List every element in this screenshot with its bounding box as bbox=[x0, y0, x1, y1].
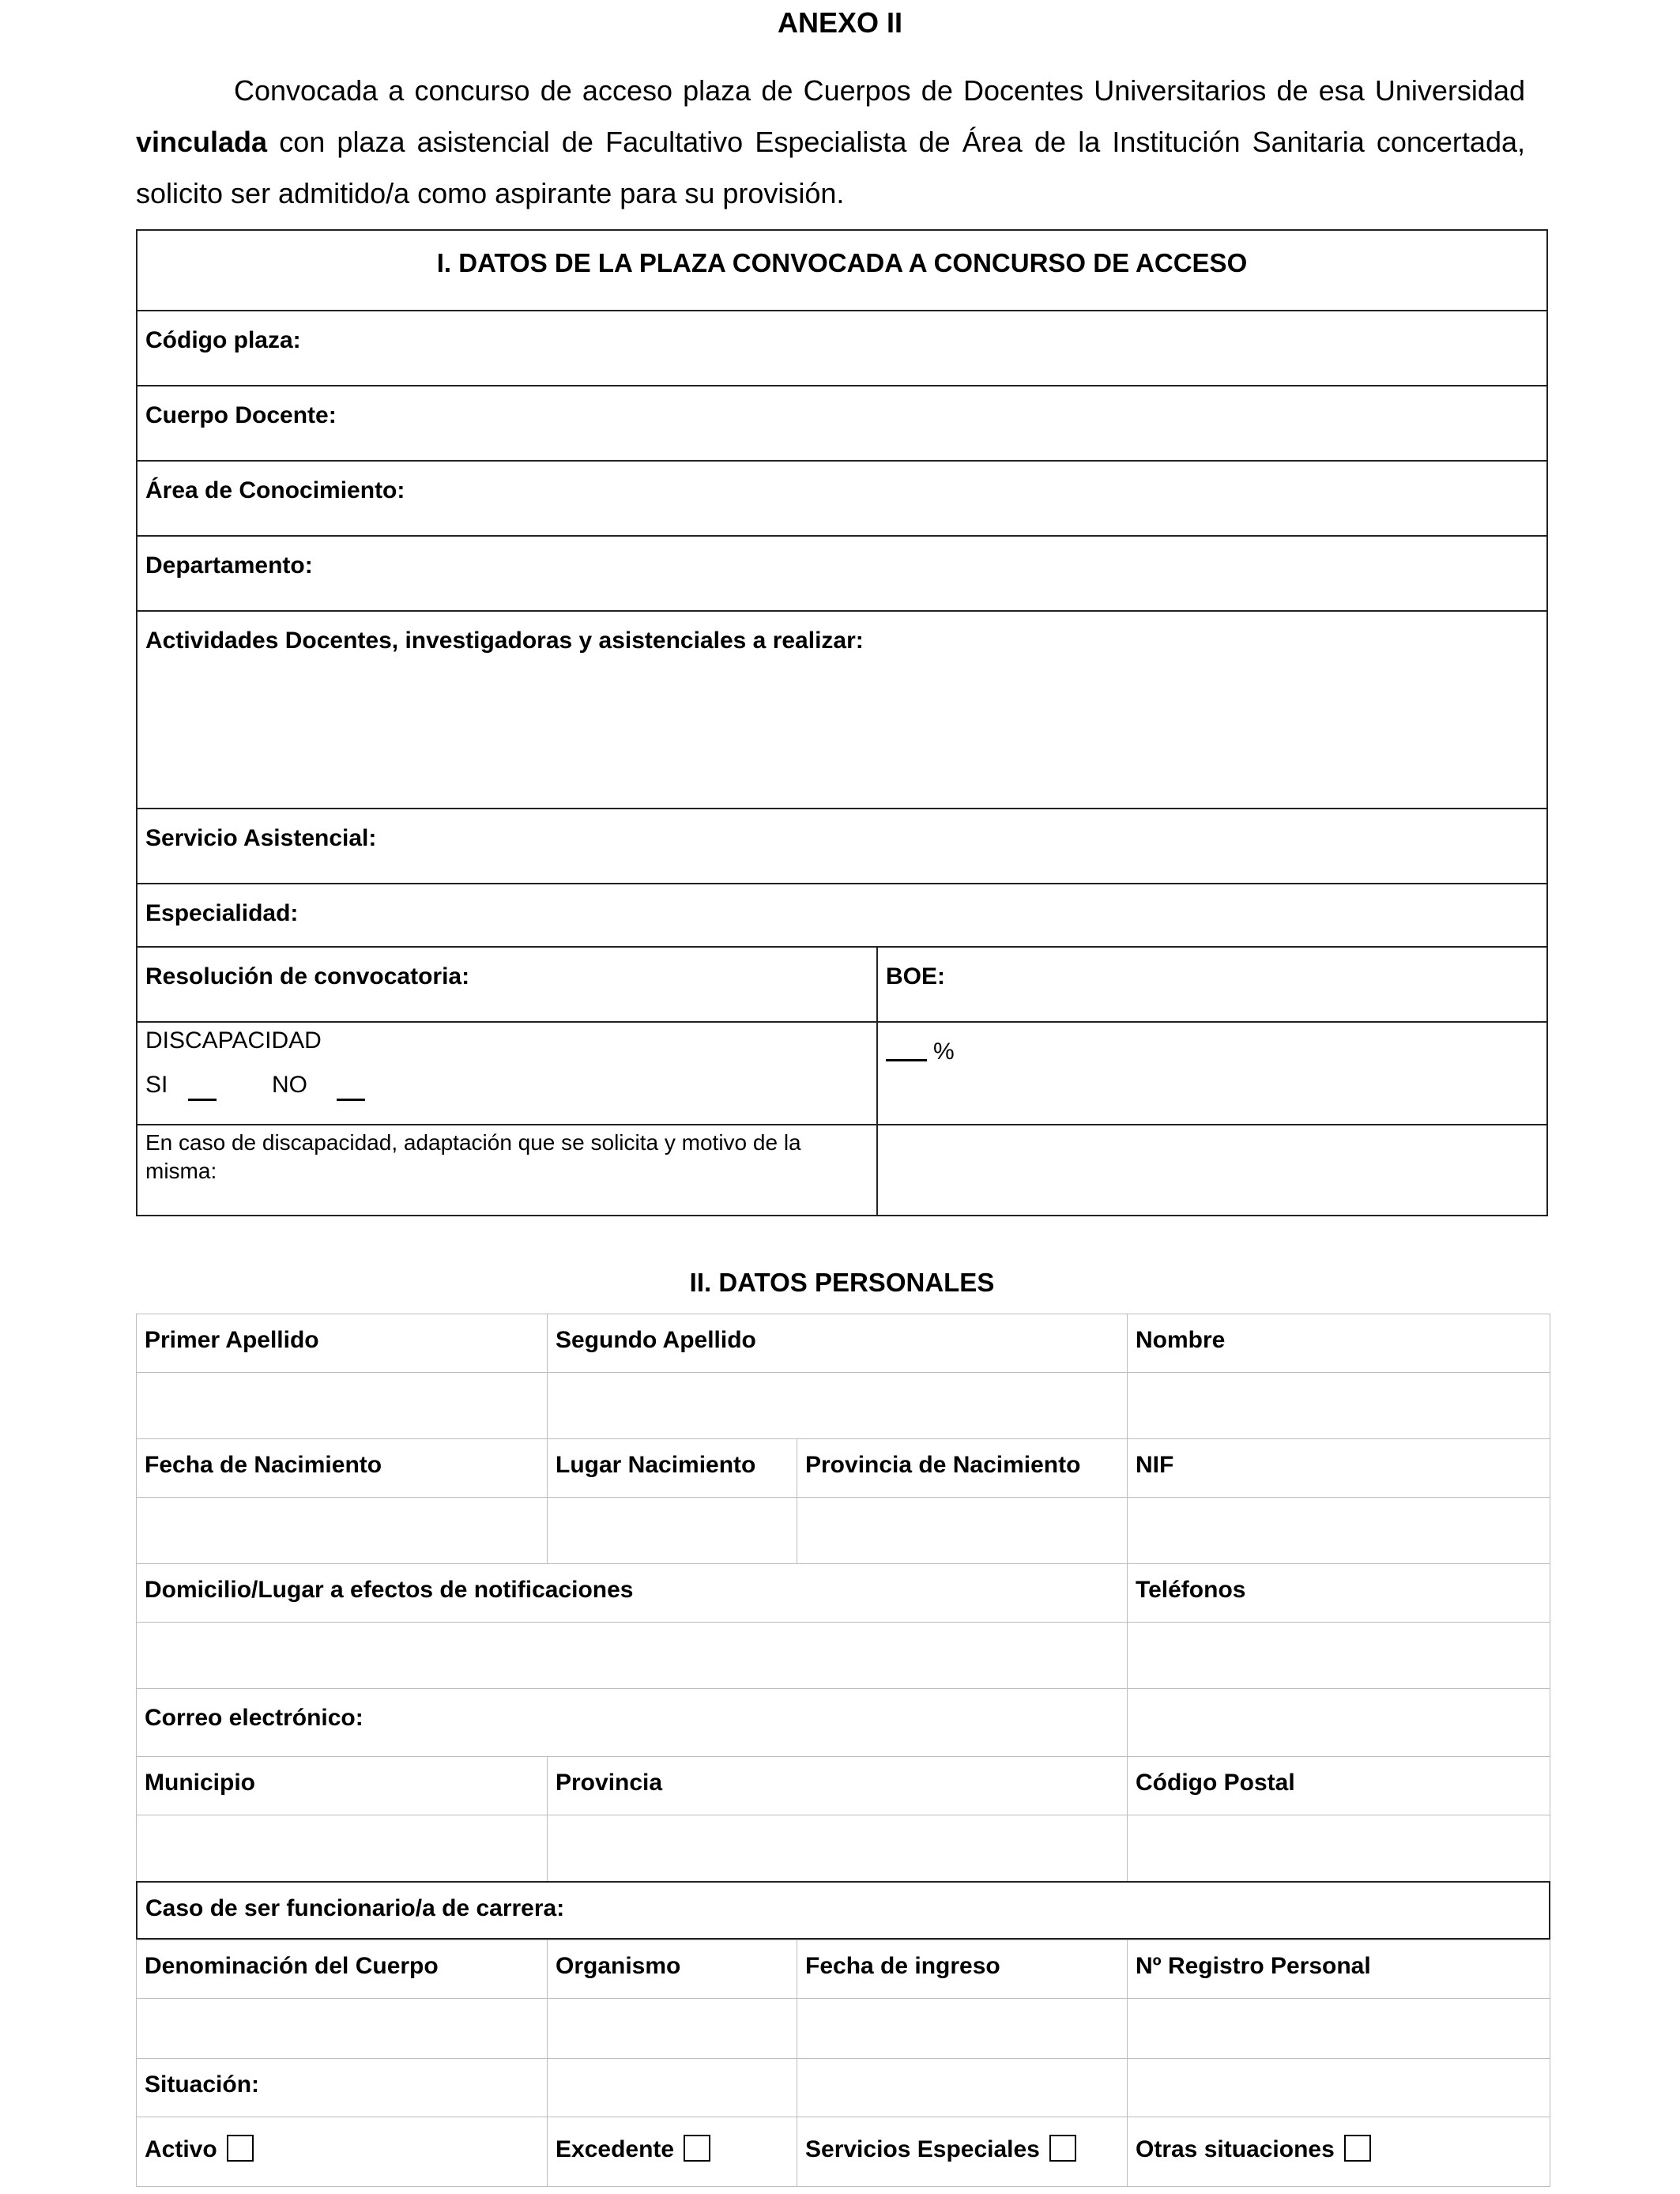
denominacion-cuerpo-input[interactable] bbox=[136, 1998, 547, 2058]
area-conocimiento-field[interactable] bbox=[137, 460, 1546, 535]
provincia-input[interactable] bbox=[547, 1815, 1127, 1881]
intro-text-start: Convocada a concurso de acceso plaza de Cuerpos de Docentes Universitarios de esa Universidad bbox=[234, 74, 1525, 107]
funcionario-row bbox=[136, 1881, 1550, 1940]
discapacidad-field bbox=[137, 1023, 876, 1124]
provincia-header bbox=[547, 1756, 1127, 1815]
servicio-asistencial-label: Servicio Asistencial: bbox=[145, 825, 377, 851]
situacion-blank-cell bbox=[797, 2058, 1127, 2117]
organismo-label: Organismo bbox=[556, 1953, 681, 1979]
intro-paragraph bbox=[136, 65, 1525, 219]
actividades-field[interactable] bbox=[137, 610, 1546, 808]
primer-apellido-label: Primer Apellido bbox=[145, 1327, 319, 1353]
domicilio-header-row bbox=[136, 1563, 1550, 1622]
apellidos-header-row bbox=[136, 1314, 1550, 1372]
fecha-ingreso-header bbox=[797, 1940, 1127, 1998]
cuerpo-docente-field[interactable] bbox=[137, 385, 1546, 460]
situacion-header bbox=[136, 2058, 547, 2117]
nombre-header bbox=[1127, 1314, 1550, 1372]
otras-situaciones-label: Otras situaciones bbox=[1136, 2136, 1335, 2162]
municipio-label: Municipio bbox=[145, 1770, 255, 1796]
codigo-plaza-field[interactable] bbox=[137, 310, 1546, 385]
discapacidad-si-blank[interactable] bbox=[188, 1099, 217, 1101]
municipio-input-row bbox=[136, 1815, 1550, 1881]
codigo-plaza-label: Código plaza: bbox=[145, 327, 301, 353]
segundo-apellido-header bbox=[547, 1314, 1127, 1372]
otras-situaciones-option bbox=[1127, 2117, 1550, 2186]
telefonos-extra-input[interactable] bbox=[1127, 1688, 1550, 1756]
domicilio-input[interactable] bbox=[136, 1622, 1127, 1688]
situacion-header-row bbox=[136, 2058, 1550, 2117]
boe-field[interactable] bbox=[878, 948, 1546, 1021]
denominacion-cuerpo-label: Denominación del Cuerpo bbox=[145, 1953, 439, 1979]
activo-label: Activo bbox=[145, 2136, 217, 2162]
excedente-label: Excedente bbox=[556, 2136, 675, 2162]
situacion-label: Situación: bbox=[145, 2071, 260, 2098]
organismo-input[interactable] bbox=[547, 1998, 797, 2058]
nacimiento-input-row bbox=[136, 1497, 1550, 1563]
table-bottom-border bbox=[136, 2186, 1550, 2187]
otras-situaciones-checkbox[interactable] bbox=[1344, 2135, 1371, 2162]
area-conocimiento-label: Área de Conocimiento: bbox=[145, 477, 405, 503]
funcionario-label: Caso de ser funcionario/a de carrera: bbox=[145, 1895, 565, 1921]
actividades-label: Actividades Docentes, investigadoras y asistenciales a realizar: bbox=[145, 628, 864, 654]
segundo-apellido-input[interactable] bbox=[547, 1372, 1127, 1438]
nif-label: NIF bbox=[1136, 1452, 1174, 1478]
domicilio-input-row bbox=[136, 1622, 1550, 1688]
departamento-field[interactable] bbox=[137, 535, 1546, 610]
organismo-header bbox=[547, 1940, 797, 1998]
servicios-especiales-option bbox=[797, 2117, 1127, 2186]
excedente-checkbox[interactable] bbox=[684, 2135, 710, 2162]
apellidos-input-row bbox=[136, 1372, 1550, 1438]
discapacidad-percent-field bbox=[878, 1023, 1546, 1124]
nacimiento-header-row bbox=[136, 1438, 1550, 1497]
correo-row bbox=[136, 1688, 1550, 1756]
correo-label: Correo electrónico: bbox=[145, 1705, 363, 1731]
fecha-nacimiento-header bbox=[136, 1438, 547, 1497]
provincia-nacimiento-input[interactable] bbox=[797, 1497, 1127, 1563]
provincia-label: Provincia bbox=[556, 1770, 663, 1796]
resolucion-field[interactable] bbox=[137, 948, 876, 1021]
discapacidad-si-label: SI bbox=[145, 1072, 168, 1098]
telefonos-input[interactable] bbox=[1127, 1622, 1550, 1688]
lugar-nacimiento-input[interactable] bbox=[547, 1497, 797, 1563]
nif-header bbox=[1127, 1438, 1550, 1497]
section1-header bbox=[137, 231, 1546, 310]
section2-title: II. DATOS PERSONALES bbox=[689, 1268, 995, 1297]
activo-checkbox[interactable] bbox=[227, 2135, 254, 2162]
intro-text-bold: vinculada bbox=[136, 126, 268, 158]
percent-sign: % bbox=[933, 1039, 955, 1065]
adaptacion-label-cell bbox=[137, 1125, 876, 1216]
boe-label: BOE: bbox=[886, 963, 945, 990]
telefonos-label: Teléfonos bbox=[1136, 1577, 1246, 1603]
primer-apellido-header bbox=[136, 1314, 547, 1372]
nombre-input[interactable] bbox=[1127, 1372, 1550, 1438]
activo-option bbox=[136, 2117, 547, 2186]
situacion-options-row bbox=[136, 2117, 1550, 2186]
fecha-ingreso-input[interactable] bbox=[797, 1998, 1127, 2058]
domicilio-label: Domicilio/Lugar a efectos de notificaciones bbox=[145, 1577, 634, 1603]
adaptacion-label: En caso de discapacidad, adaptación que se solicita y motivo de la misma: bbox=[145, 1130, 801, 1183]
municipio-input[interactable] bbox=[136, 1815, 547, 1881]
registro-personal-input[interactable] bbox=[1127, 1998, 1550, 2058]
registro-personal-header bbox=[1127, 1940, 1550, 1998]
registro-personal-label: Nº Registro Personal bbox=[1136, 1953, 1371, 1979]
telefonos-header bbox=[1127, 1563, 1550, 1622]
segundo-apellido-label: Segundo Apellido bbox=[556, 1327, 756, 1353]
fecha-nacimiento-label: Fecha de Nacimiento bbox=[145, 1452, 382, 1478]
percent-blank[interactable] bbox=[886, 1059, 927, 1061]
excedente-option bbox=[547, 2117, 797, 2186]
discapacidad-no-blank[interactable] bbox=[337, 1099, 365, 1101]
cuerpo-input-row bbox=[136, 1998, 1550, 2058]
section-plaza-convocada bbox=[136, 229, 1548, 1216]
cuerpo-docente-label: Cuerpo Docente: bbox=[145, 402, 337, 428]
denominacion-cuerpo-header bbox=[136, 1940, 547, 1998]
municipio-header bbox=[136, 1756, 547, 1815]
codigo-postal-label: Código Postal bbox=[1136, 1770, 1295, 1796]
codigo-postal-header bbox=[1127, 1756, 1550, 1815]
resolucion-row bbox=[137, 946, 1546, 1021]
servicios-especiales-label: Servicios Especiales bbox=[805, 2136, 1040, 2162]
servicios-especiales-checkbox[interactable] bbox=[1049, 2135, 1076, 2162]
departamento-label: Departamento: bbox=[145, 552, 313, 579]
fecha-nacimiento-input[interactable] bbox=[136, 1497, 547, 1563]
page-title: ANEXO II bbox=[777, 6, 903, 39]
situacion-blank-cell bbox=[547, 2058, 797, 2117]
codigo-postal-input[interactable] bbox=[1127, 1815, 1550, 1881]
discapacidad-row bbox=[137, 1021, 1546, 1124]
domicilio-header bbox=[136, 1563, 1127, 1622]
provincia-nacimiento-header bbox=[797, 1438, 1127, 1497]
primer-apellido-input[interactable] bbox=[136, 1372, 547, 1438]
lugar-nacimiento-label: Lugar Nacimiento bbox=[556, 1452, 756, 1478]
municipio-header-row bbox=[136, 1756, 1550, 1815]
adaptacion-row bbox=[137, 1124, 1546, 1216]
fecha-ingreso-label: Fecha de ingreso bbox=[805, 1953, 1000, 1979]
resolucion-label: Resolución de convocatoria: bbox=[145, 963, 470, 990]
nif-input[interactable] bbox=[1127, 1497, 1550, 1563]
adaptacion-field[interactable] bbox=[878, 1125, 1546, 1216]
nombre-label: Nombre bbox=[1136, 1327, 1226, 1353]
intro-text-end: con plaza asistencial de Facultativo Especialista de Área de la Institución Sanitaria concertada, solicito ser admitido/a como aspirante para su provisión. bbox=[136, 126, 1525, 209]
discapacidad-label: DISCAPACIDAD bbox=[145, 1027, 322, 1054]
especialidad-label: Especialidad: bbox=[145, 900, 299, 926]
lugar-nacimiento-header bbox=[547, 1438, 797, 1497]
situacion-blank-cell bbox=[1127, 2058, 1550, 2117]
servicio-asistencial-field[interactable] bbox=[137, 808, 1546, 883]
cuerpo-header-row bbox=[136, 1940, 1550, 1998]
section1-title: I. DATOS DE LA PLAZA CONVOCADA A CONCURSO DE ACCESO bbox=[436, 248, 1248, 277]
correo-field[interactable] bbox=[136, 1688, 1127, 1756]
discapacidad-no-label: NO bbox=[272, 1072, 307, 1098]
especialidad-field[interactable] bbox=[137, 883, 1546, 946]
provincia-nacimiento-label: Provincia de Nacimiento bbox=[805, 1452, 1081, 1478]
